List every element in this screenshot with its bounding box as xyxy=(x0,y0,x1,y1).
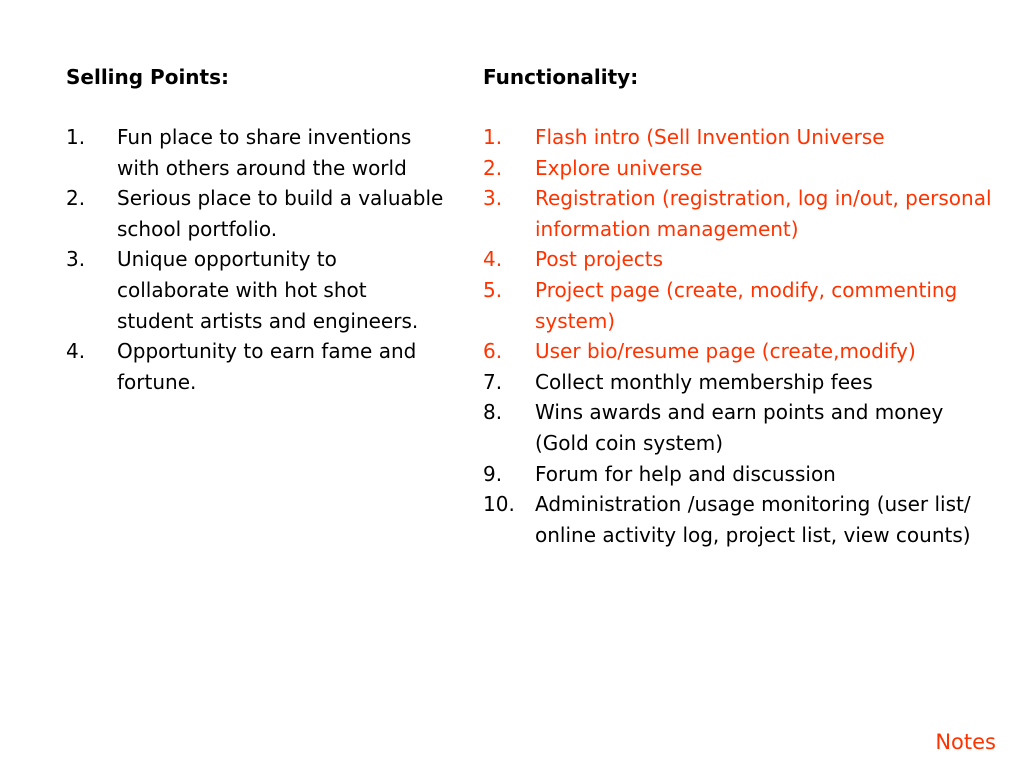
item-number: 5. xyxy=(483,277,503,302)
item-number: 4. xyxy=(66,339,86,364)
item-text: Post projects xyxy=(535,247,664,272)
item-number: 10. xyxy=(483,492,515,517)
item-text: Flash intro (Sell Invention Universe xyxy=(535,125,885,149)
list-item xyxy=(483,367,1003,398)
selling-points-heading: Selling Points: xyxy=(66,65,230,89)
functionality-heading: Functionality: xyxy=(483,65,639,89)
item-text: Opportunity to earn fame and fortune. xyxy=(117,339,417,394)
item-number: 7. xyxy=(483,369,503,394)
item-number: 2. xyxy=(66,186,86,211)
list-item xyxy=(483,122,1003,153)
item-text: Unique opportunity to collaborate with hot shot student artists and engineers. xyxy=(117,247,419,333)
list-item xyxy=(483,153,1003,184)
item-text: Project page (create, modify, commenting system) xyxy=(535,277,958,333)
item-number: 1. xyxy=(66,125,86,149)
list-item xyxy=(66,336,446,397)
list-item xyxy=(483,397,1003,458)
list-item xyxy=(483,459,1003,490)
list-item xyxy=(483,336,1003,367)
item-text: Forum for help and discussion xyxy=(535,461,836,486)
item-text: User bio/resume page (create,modify) xyxy=(535,339,916,364)
item-text: Administration /usage monitoring (user list/ online activity log, project list, view counts) xyxy=(535,492,971,547)
selling-points-section xyxy=(66,62,446,397)
item-number: 6. xyxy=(483,339,503,364)
notes-link[interactable]: Notes xyxy=(935,730,996,754)
functionality-section xyxy=(483,62,1003,550)
item-text: Wins awards and earn points and money (Gold coin system) xyxy=(535,400,944,455)
item-text: Fun place to share inventions with others around the world xyxy=(117,125,412,180)
item-number: 3. xyxy=(483,186,503,211)
functionality-list xyxy=(483,122,1003,550)
item-number: 4. xyxy=(483,247,503,272)
item-number: 1. xyxy=(483,125,503,149)
list-item xyxy=(483,244,1003,275)
list-item xyxy=(483,275,1003,336)
list-item xyxy=(483,489,1003,550)
item-text: Explore universe xyxy=(535,155,703,180)
item-number: 2. xyxy=(483,155,503,180)
selling-points-list xyxy=(66,122,446,397)
item-number: 8. xyxy=(483,400,503,425)
item-text: Serious place to build a valuable school portfolio. xyxy=(117,186,444,241)
item-number: 3. xyxy=(66,247,86,272)
item-text: Collect monthly membership fees xyxy=(535,369,873,394)
list-item xyxy=(66,122,446,183)
item-number: 9. xyxy=(483,461,503,486)
list-item xyxy=(66,244,446,336)
list-item xyxy=(483,183,1003,244)
item-text: Registration (registration, log in/out, personal information management) xyxy=(535,186,992,241)
list-item xyxy=(66,183,446,244)
